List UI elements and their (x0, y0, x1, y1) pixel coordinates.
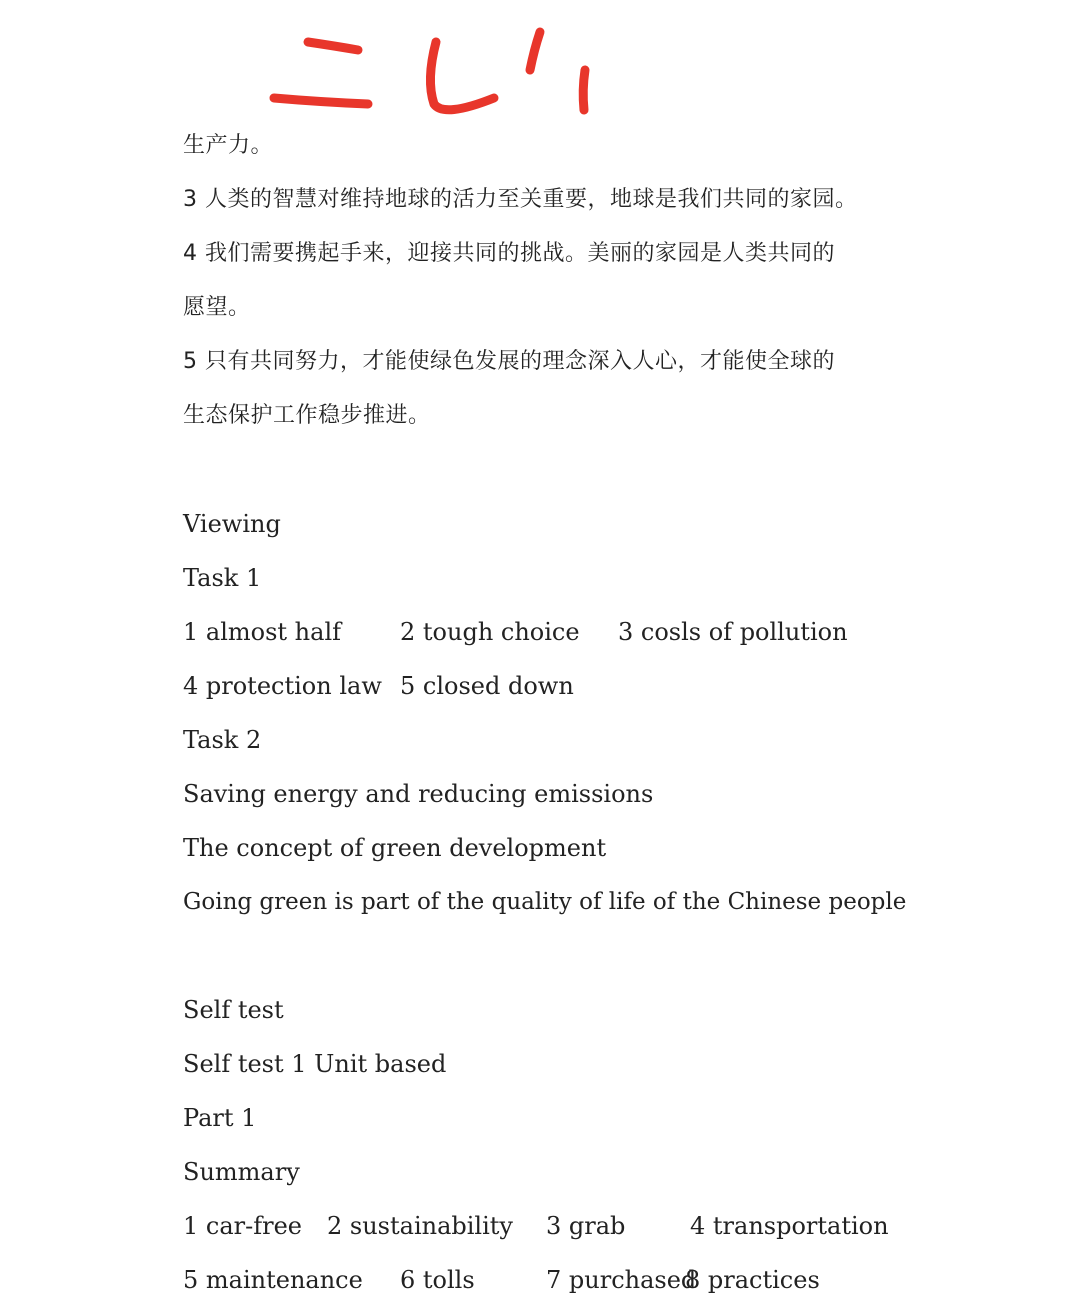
task1-label: Task 1 (183, 564, 262, 592)
chinese-line-3: 4 我们需要携起手来，迎接共同的挑战。美丽的家园是人类共同的 (183, 241, 835, 266)
chinese-line-1: 生产力。 (183, 133, 274, 158)
summary-answer: 7 purchased (546, 1266, 697, 1294)
task1-answer: 3 cosls of pollution (618, 618, 848, 646)
task2-line: Saving energy and reducing emissions (183, 780, 654, 808)
chinese-line-4: 愿望。 (183, 295, 251, 320)
task1-answer: 4 protection law (183, 672, 382, 700)
summary-label: Summary (183, 1158, 300, 1186)
summary-answer: 5 maintenance (183, 1266, 363, 1294)
summary-answer: 1 car-free (183, 1212, 302, 1240)
summary-answer: 8 practices (685, 1266, 820, 1294)
task1-answer: 1 almost half (183, 618, 342, 646)
viewing-heading: Viewing (183, 510, 281, 538)
chinese-line-2: 3 人类的智慧对维持地球的活力至关重要，地球是我们共同的家园。 (183, 187, 858, 212)
summary-answer: 2 sustainability (327, 1212, 513, 1240)
task1-answer: 5 closed down (400, 672, 574, 700)
part-label: Part 1 (183, 1104, 257, 1132)
self-test-heading: Self test (183, 996, 284, 1024)
handwritten-annotation (260, 20, 600, 130)
task1-answer: 2 tough choice (400, 618, 580, 646)
summary-answer: 6 tolls (400, 1266, 475, 1294)
chinese-line-6: 生态保护工作稳步推进。 (183, 403, 431, 428)
summary-answer: 3 grab (546, 1212, 626, 1240)
chinese-line-5: 5 只有共同努力，才能使绿色发展的理念深入人心，才能使全球的 (183, 349, 835, 374)
task2-line: The concept of green development (183, 834, 607, 862)
self-test-subheading: Self test 1 Unit based (183, 1050, 447, 1078)
summary-answer: 4 transportation (690, 1212, 889, 1240)
task2-label: Task 2 (183, 726, 262, 754)
task2-line: Going green is part of the quality of life of the Chinese people (183, 889, 907, 915)
